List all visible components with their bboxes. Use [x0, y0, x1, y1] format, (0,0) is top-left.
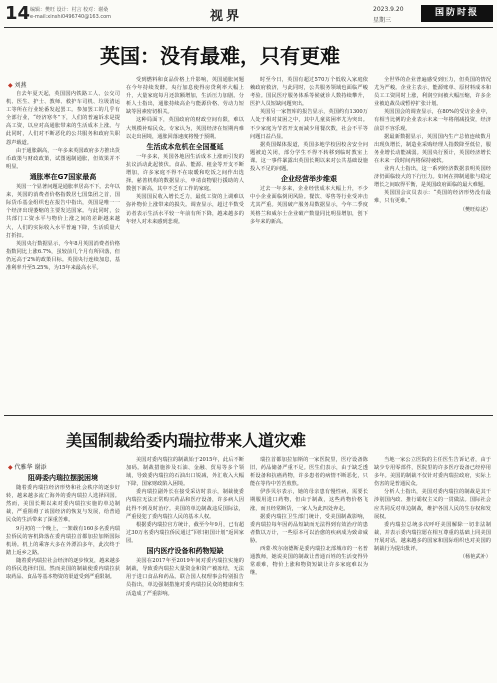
article2-column — [6, 472, 120, 680]
section-title: 视界 — [210, 9, 243, 24]
paragraph: 这种局面下，英国政府的财政空间有限，难以大规模补贴民众。专家认为，英国经济在短期内难以走出困境，通胀回落速度将慢于预期。 — [126, 117, 244, 140]
article1-column — [250, 76, 368, 410]
paragraph: 全世界的企业普遍感受到压力，但英国的情况尤为严峻。企业主表示，能源账单、原材料成本和员工工资同时上涨，利润空间被大幅压缩，许多企业被迫裁员或暂停扩张计划。 — [374, 77, 491, 108]
header-divider — [4, 27, 493, 28]
article1-column — [126, 76, 244, 410]
subheading: 阻碍委内瑞拉摆脱困境 — [28, 474, 98, 482]
paragraph: 一年多来，英国各地因生活成本上涨而引发的抗议活动此起彼伏。食品、能源、租金等开支不断增加，许多家庭不得不在取暖和吃饭之间作出选择。慈善机构的数据显示，申请食物银行援助的人数创下新高，其中不乏有工作的家庭。 — [126, 153, 244, 193]
issue-date: 2023.9.20 — [373, 6, 404, 13]
subheading: 企业经营举步维艰 — [281, 175, 337, 184]
paragraph: 受到燃料和食品价格上升影响，英国通胀问题在今年持续发酵。央行加息使得房贷利率大幅上升，大量家庭每月还款额增加，生活压力加剧。分析人士指出，通胀持续高企与能源价格、劳动力短缺等因素密切相关。 — [126, 77, 244, 116]
paragraph: 当地一家公立医院的主任医生告诉记者，由于缺少专用零部件，医院里的许多医疗设备已经停用多年。美国的制裁不仅针对委内瑞拉政府，实际上伤害的是普通民众。 — [374, 457, 491, 488]
paragraph: 9月初的一个晚上，一架载有160多名委内瑞拉侨民的客机降落在委内瑞拉首都加拉加斯国际机场。机上的乘客大多在外漂泊多年，此次终于踏上返乡之路。 — [6, 525, 120, 556]
article1-column — [374, 76, 491, 410]
paragraph: 随着委内瑞拉社会经济的逐步恢复，越来越多的侨民选择归国。然而美国的制裁使委内瑞拉获取药品、食品等基本物资的渠道受到严重限制。 — [6, 557, 120, 581]
paragraph: 英国另一家智库的报告显示，英国约有1300万人处于相对贫困之中，其中儿童贫困率尤为突出。不少家庭为节省开支而减少用餐次数，社会不平等问题日益凸显。 — [250, 109, 368, 140]
paragraph: 英国国会的调查显示，在80%的受访企业中，有相当比例的企业表示未来一年将削减投资，经济前景不容乐观。 — [374, 109, 491, 132]
subheading: 通胀率在G7国家最高 — [29, 172, 97, 181]
paragraph: 由于通胀飙高，一年多来英国政府多方推出货币政策与财政政策，试图遏制通胀，但效果并不明显。 — [6, 147, 120, 170]
article2-byline — [8, 462, 46, 471]
byline-marker-icon: ◆ — [8, 464, 13, 471]
article1-byline — [8, 80, 27, 89]
page-number: 14 — [5, 3, 31, 24]
paragraph: 委内瑞拉总统多次呼吁美国解除一切非法制裁，并表示委内瑞拉愿在相互尊重的基础上同美国开展对话。越来越多的国家和国际组织也对美国的制裁行为提出批评。 — [374, 521, 491, 553]
editor-line: 编辑：樊旺 设计：村言 校对：谢桑 — [30, 7, 109, 13]
paragraph: 英国央行数据显示，今年8月英国消费者价格指数同比上涨6.7%，虽较前几个月有所回落，但仍远高于2%的政策目标。英国央行连续加息，基准利率升至5.25%，为15年来最高水平。 — [6, 240, 120, 271]
paragraph: 英国国会议员表示：“英国的经济形势没有最难，只有更难。” — [374, 190, 491, 205]
paragraph: 过去一年多来，企业经营成本大幅上升，不少中小企业面临倒闭风险。餐饮、零售等行业受冲击尤其严重。英国破产服务局数据显示，今年二季度英格兰和威尔士企业破产数量同比明显增加，创下多年来的新高。 — [250, 186, 368, 225]
paragraph: 根据委内瑞拉官方统计，截至今年9月，已有超过30万名委内瑞拉侨民通过“回归祖国计划”返回家园。 — [126, 521, 244, 544]
article-divider — [4, 415, 493, 416]
article2-author: 代雅华 谢添 — [14, 464, 47, 471]
issue-weekday: 星期三 — [373, 17, 392, 24]
paragraph: 伊莎贝尔表示，她的母亲患有慢性病，需要长期服用进口药物，但由于制裁，这些药物价格飞涨，而且经常断货，一家人为此四处奔走。 — [250, 489, 368, 512]
paragraph: 随着委内瑞拉经济形势和社会秩序的逐步好转，越来越多流亡海外的委内瑞拉人选择回国。然而，美国长期以来对委内瑞拉实施的单边制裁，严重阻碍了该国经济的恢复与发展，给普通民众的生活带来了深重苦难。 — [6, 485, 120, 524]
paragraph: 瑞拉首都加拉加斯的一家医院里，医疗设备陈旧，药品储备严重不足。医生们表示，由于缺乏透析设备和抗癌药物，许多患者的病情不断恶化，只能在等待中苦苦煎熬。 — [250, 457, 368, 488]
paragraph: 美国对委内瑞拉的制裁始于2015年，此后不断加码。制裁措施涉及石油、金融、贸易等多个领域，导致委内瑞拉的石油出口锐减，外汇收入大幅下降，国家财政陷入困境。 — [126, 457, 244, 488]
author-signature: （杨艳武补） — [459, 554, 491, 561]
article2-column — [250, 456, 368, 680]
article2-column — [374, 456, 491, 680]
byline-marker-icon: ◆ — [8, 82, 13, 89]
article1-author: 刘燕 — [14, 82, 27, 89]
email-line: e-mail:xinshi0496740@163.com — [30, 14, 112, 20]
paragraph: 分析人士指出，美国对委内瑞拉的制裁是其干涉别国内政、推行霸权主义的一贯做法。国际社会应共同反对单边制裁，维护各国人民的生存权和发展权。 — [374, 489, 491, 520]
paragraph: 自去年夏天起，英国国内铁路工人、公交司机、医生、护士、教师、救护车司机、垃圾清运工等所在行业轮番发起罢工。参加罢工的几乎有全部行业，“经济寒冬”下，人们的普遍诉求是提高工资，以应对高通胀带来的生活成本上涨。与此同时，人们对不断恶化的公共服务和政府失职怨声载道。 — [6, 91, 120, 146]
article1-column — [6, 90, 120, 410]
article1-headline: 英国：没有最难，只有更难 — [100, 44, 340, 68]
paragraph: 据最新数据显示，英国国内生产总值连续数月出现负增长，制造业采购经理人指数降至低位，服务业增长动能减弱。英国央行预计，英国经济增长在未来一段时间内将保持疲软。 — [374, 133, 491, 164]
paragraph: 业内人士指出，这一系列经济数据表明英国经济仍面临较大的下行压力。如何在抑制通胀与稳定增长之间取得平衡，是英国政府面临的最大难题。 — [374, 166, 491, 189]
paragraph: 委内瑞拉副外长在接受采访时表示，制裁使委内瑞拉无法正常购买药品和医疗设备，许多病人因此得不到及时治疗。美国的单边制裁违反国际法，严重侵犯了委内瑞拉人民的基本人权。 — [126, 489, 244, 520]
article2-column — [126, 456, 244, 680]
paragraph: 英国国民收入增长乏力，最低工资的上调难以弥补物价上涨带来的损失。调查显示，超过半数受访者表示生活水平较一年前有所下降，越来越多的年轻人对未来感到悲观。 — [126, 194, 244, 225]
paragraph: 西蒙·埃尔南德斯是委内瑞拉北部城市的一名普通教师，她说美国的制裁让普通百姓的生活变得异常艰难，物价上涨和物资短缺让许多家庭难以为继。 — [250, 546, 368, 577]
paragraph: 时至今日，英国有超过570万个低收入家庭依赖政府救济，与此同时，公共服务领域也面临严峻考验。国民医疗服务体系等候就诊人数持续攀升，医护人员短缺问题突出。 — [250, 77, 368, 108]
article2-headline: 美国制裁给委内瑞拉带来人道灾难 — [66, 431, 307, 450]
page-header — [0, 0, 497, 28]
paragraph: 英国一个显著问题是通胀率居高不下。去年以来，英国的消费者价格指数居七国集团之首，国际货币基金组织也在报告中指出，英国是唯一一个经济出现萎缩的主要发达国家。与此同时，公共部门工资水平与物价上涨之间的差距越来越大，人们的实际收入水平普遍下降，生活质量大打折扣。 — [6, 184, 120, 239]
paragraph: 美国在2017年至2019年间对委内瑞拉实施的制裁，导致委内瑞拉大量资金和资产被冻结，无法用于进口食品和药品。联合国人权理事会特别报告员指出，单边强制措施对委内瑞拉民众的健康和生活造成了严重影响。 — [126, 558, 244, 597]
author-signature: （樊旺综述） — [459, 206, 491, 213]
paragraph: 据英国媒体报道，英国多地学校因校舍安全问题被迫关闭，部分学生不得不转移到临时教室上课。这一事件暴露出英国长期以来对公共基础设施投入不足的问题。 — [250, 141, 368, 173]
paragraph: 据委内瑞拉卫生部门统计，受美国制裁影响，委内瑞拉每年因药品短缺而无法得到有效治疗的患者数以万计，一些原本可以治愈的疾病成为致命威胁。 — [250, 513, 368, 544]
paper-logo: 国防时报 — [421, 5, 493, 22]
subheading: 国内医疗设备和药物短缺 — [146, 547, 224, 556]
subheading: 生活成本危机在全国蔓延 — [146, 142, 224, 151]
